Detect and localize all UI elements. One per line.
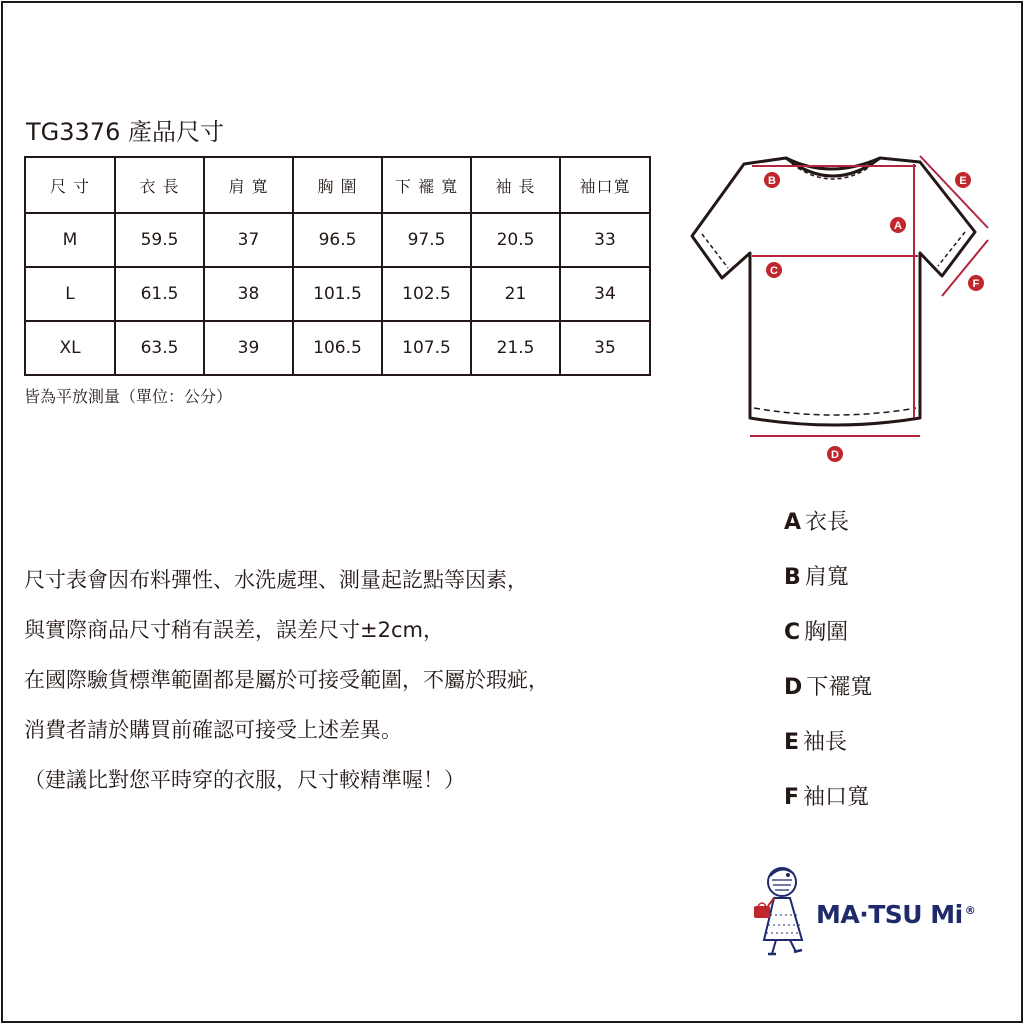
size-table: [24, 156, 651, 376]
table-cell: 63.5: [115, 321, 204, 375]
table-cell: 61.5: [115, 267, 204, 321]
description-line: （建議比對您平時穿的衣服，尺寸較精準喔！）: [24, 768, 465, 792]
table-cell: 107.5: [382, 321, 471, 375]
svg-text:A: A: [894, 220, 902, 232]
header-hem: 下 襬 寬: [382, 157, 471, 213]
table-cell: 33: [560, 213, 650, 267]
table-row: [25, 321, 650, 375]
table-cell: 37: [204, 213, 293, 267]
table-cell: XL: [25, 321, 115, 375]
legend-item: A 衣長: [784, 510, 850, 535]
tshirt-diagram: [680, 140, 1010, 480]
table-cell: 59.5: [115, 213, 204, 267]
table-cell: 21.5: [471, 321, 560, 375]
table-cell: 106.5: [293, 321, 382, 375]
svg-text:D: D: [831, 449, 839, 461]
description-line: 在國際驗貨標準範圍都是屬於可接受範圍，不屬於瑕疵，: [24, 668, 549, 692]
description-line: 尺寸表會因布料彈性、水洗處理、測量起訖點等因素，: [24, 568, 528, 592]
legend-item: D 下襬寬: [784, 675, 873, 700]
table-cell: 20.5: [471, 213, 560, 267]
marker-b: [764, 172, 780, 188]
table-cell: M: [25, 213, 115, 267]
table-row: [25, 213, 650, 267]
line-e-sleeve: [920, 156, 988, 228]
hem-stitch: [754, 408, 916, 415]
legend-item: E 袖長: [784, 730, 848, 755]
table-cell: 101.5: [293, 267, 382, 321]
brand-mascot-logo: [748, 860, 814, 960]
table-row: [25, 267, 650, 321]
marker-c: [766, 262, 782, 278]
legend-item: C 胸圍: [784, 620, 849, 645]
legend-item: B 肩寬: [784, 565, 849, 590]
svg-text:B: B: [768, 175, 776, 187]
table-cell: 97.5: [382, 213, 471, 267]
marker-e: [955, 172, 971, 188]
table-cell: 38: [204, 267, 293, 321]
sleeve-stitch-left: [702, 234, 728, 268]
header-chest: 胸 圍: [293, 157, 382, 213]
marker-a: [890, 217, 906, 233]
marker-d: [827, 446, 843, 462]
legend-item: F 袖口寬: [784, 785, 870, 810]
measurement-note: 皆為平放測量（單位：公分）: [24, 387, 233, 406]
svg-text:F: F: [972, 278, 980, 290]
marker-f: [968, 275, 984, 291]
page-title: TG3376 產品尺寸: [26, 118, 224, 146]
table-header-row: [25, 157, 650, 213]
description-line: 消費者請於購買前確認可接受上述差異。: [24, 718, 402, 742]
description-line: 與實際商品尺寸稍有誤差，誤差尺寸±2cm，: [24, 618, 444, 642]
diagram-legend: [784, 495, 872, 825]
table-cell: 35: [560, 321, 650, 375]
table-cell: 39: [204, 321, 293, 375]
header-size: 尺 寸: [25, 157, 115, 213]
table-cell: 34: [560, 267, 650, 321]
table-cell: 96.5: [293, 213, 382, 267]
table-cell: L: [25, 267, 115, 321]
header-sleeve-length: 袖 長: [471, 157, 560, 213]
description-block: [24, 555, 549, 805]
table-cell: 21: [471, 267, 560, 321]
svg-text:C: C: [770, 265, 778, 277]
measure-lines: [750, 156, 988, 436]
brand-name: MA·TSU Mi ®: [816, 900, 976, 929]
header-cuff: 袖口寬: [560, 157, 650, 213]
tshirt-outline: [692, 158, 975, 425]
header-shoulder: 肩 寬: [204, 157, 293, 213]
svg-text:E: E: [959, 175, 967, 187]
table-cell: 102.5: [382, 267, 471, 321]
header-length: 衣 長: [115, 157, 204, 213]
